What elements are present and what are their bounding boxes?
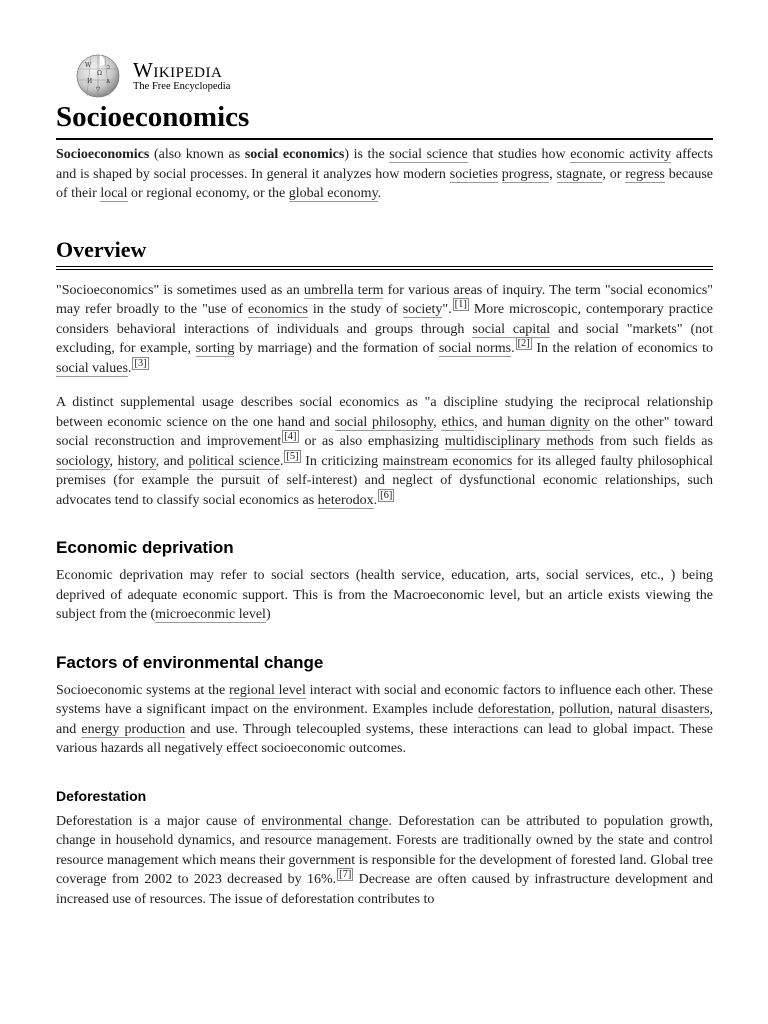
citation-1[interactable]: [1]	[454, 299, 467, 311]
link-sociology[interactable]: sociology	[56, 453, 110, 469]
wordmark-title: Wikipedia	[133, 58, 223, 82]
link-regress[interactable]: regress	[625, 166, 665, 182]
link-mainstream-economics[interactable]: mainstream economics	[382, 453, 513, 469]
link-microeconomic-level[interactable]: microeconmic level	[155, 607, 266, 622]
link-regional-level[interactable]: regional level	[229, 682, 306, 698]
link-natural-disasters[interactable]: natural disasters	[617, 702, 710, 717]
link-multidisciplinary-methods[interactable]: multidisciplinary methods	[444, 434, 594, 449]
link-sorting[interactable]: sorting	[195, 341, 235, 356]
link-social-philosophy[interactable]: social philosophy	[334, 414, 434, 430]
link-social-capital[interactable]: social capital	[472, 321, 551, 337]
link-energy-production[interactable]: energy production	[81, 721, 186, 737]
intro-paragraph: Socioeconomics (also known as social economics) is the social science that studies how economic activity affects and is shaped by social processes. In general it analyzes how modern societies progress, stagnate, or regress because of their local or regional economy, or the global economy.	[56, 147, 714, 201]
link-society[interactable]: society	[402, 302, 443, 317]
citation-5[interactable]: [5]	[286, 450, 299, 462]
link-local[interactable]: local	[100, 186, 128, 201]
globe-glyph: ב	[107, 64, 110, 71]
page-title: Socioeconomics	[56, 100, 713, 140]
globe-glyph: ウ	[95, 86, 102, 93]
link-ethics[interactable]: ethics	[441, 414, 475, 430]
citation-4[interactable]: [4]	[284, 431, 297, 443]
link-societies[interactable]: societies	[449, 166, 498, 182]
section-heading-deforestation: Deforestation	[56, 787, 147, 804]
globe-glyph: Ω	[97, 70, 102, 77]
link-social-science[interactable]: social science	[389, 147, 468, 162]
wikipedia-globe-icon	[73, 53, 123, 99]
section-heading-economic-deprivation: Economic deprivation	[56, 538, 234, 557]
overview-paragraph-1: "Socioeconomics" is sometimes used as an umbrella term for various areas of inquiry. The term "social economics" may refer broadly to the "use of economics in the study of society". [1] More microscopic, contemporary practice considers behavioral interactions of individuals and groups through social capital and social "markets" (not excluding, for example, sorting by marriage) and the formation of social norms. [2] In the relation of economics to social values. [3]	[56, 282, 714, 376]
section-heading-environmental-change: Factors of environmental change	[56, 652, 324, 672]
link-social-values[interactable]: social values	[56, 360, 128, 376]
globe-glyph: Ѧ	[106, 78, 111, 85]
citation-6[interactable]: [6]	[380, 489, 393, 501]
link-economics[interactable]: economics	[248, 302, 308, 317]
citation-2[interactable]: [2]	[517, 338, 530, 350]
link-progress[interactable]: progress	[501, 166, 550, 182]
article-page	[56, 52, 713, 909]
link-political-science[interactable]: political science	[188, 453, 280, 469]
wikipedia-logo[interactable]	[56, 52, 713, 100]
citation-3[interactable]: [3]	[134, 357, 147, 369]
link-economic-activity[interactable]: economic activity	[570, 147, 672, 162]
link-global-economy[interactable]: global economy	[288, 186, 378, 201]
environment-paragraph: Socioeconomic systems at the regional level interact with social and economic factors to influence each other. These systems have a significant impact on the environment. Examples include deforestation, pollution, natural disasters, and energy production and use. Through telecoupled systems, these interactions can lead to global impact. These various hazards all negatively effect socioeconomic outcomes.	[56, 682, 714, 756]
wordmark	[133, 59, 230, 93]
link-pollution[interactable]: pollution	[559, 702, 610, 717]
link-heterodox[interactable]: heterodox	[317, 492, 374, 508]
deprivation-paragraph: Economic deprivation may refer to social sectors (health service, education, arts, social services, etc., ) being deprived of adequate economic support. This is from the Macroeconomic level, but an article exists viewing the subject from the (microeconmic level)	[56, 568, 713, 622]
overview-paragraph-2: A distinct supplemental usage describes social economics as "a discipline studying the reciprocal relationship between economic science on the one hand and social philosophy, ethics, and human dignity on the other" toward social reconstruction and improvement [4] or as also emphasizing multidisciplinary methods from such fields as sociology, history, and political science. [5] In criticizing mainstream economics for its alleged faulty philosophical premises (for example the pursuit of self-interest) and neglect of dysfunctional economic relationships, such advocates tend to classify social economics as heterodox. [6]	[56, 395, 714, 508]
section-heading-overview: Overview	[56, 237, 713, 270]
link-stagnate[interactable]: stagnate	[556, 166, 603, 182]
link-umbrella-term[interactable]: umbrella term	[303, 282, 384, 298]
link-environmental-change[interactable]: environmental change	[261, 813, 389, 829]
link-human-dignity[interactable]: human dignity	[507, 414, 590, 430]
globe-glyph: И	[87, 78, 93, 85]
citation-7[interactable]: [7]	[339, 869, 352, 881]
globe-glyph: W	[85, 62, 92, 69]
link-deforestation[interactable]: deforestation	[477, 702, 552, 717]
link-history[interactable]: history	[117, 453, 156, 469]
wordmark-tagline: The Free Encyclopedia	[133, 81, 231, 92]
link-social-norms[interactable]: social norms	[438, 341, 512, 356]
deforestation-paragraph: Deforestation is a major cause of environmental change. Deforestation can be attributed to population growth, change in household dynamics, and resource management. Forests are traditionally owned by the state and control resource management which means their government is responsible for the development of forested land. Global tree coverage from 2002 to 2023 decreased by 16%. [7] Decrease are often caused by infrastructure development and increased use of resources. The issue of deforestation contributes to	[56, 813, 714, 907]
